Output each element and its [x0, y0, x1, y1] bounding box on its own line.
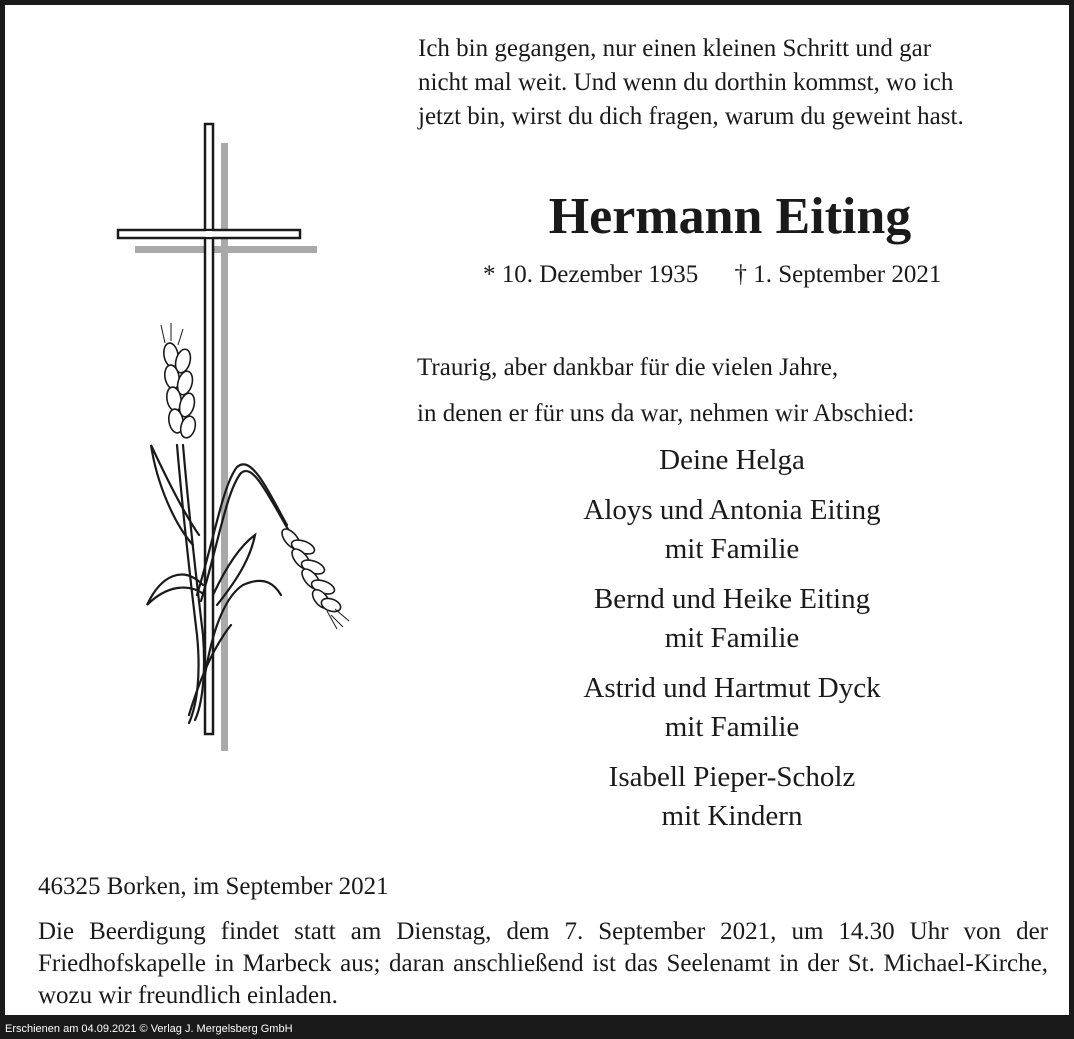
mourner-entry: [425, 669, 1039, 747]
mourner-name: Isabell Pieper-Scholz: [608, 761, 856, 793]
mourner-family: mit Familie: [664, 622, 800, 654]
mourner-family: mit Familie: [664, 711, 800, 743]
mourners-list: [425, 441, 1039, 847]
mourner-name: Astrid und Hartmut Dyck: [583, 672, 881, 704]
publication-footer: Erschienen am 04.09.2021 © Verlag J. Mergelsberg GmbH: [0, 1020, 1074, 1039]
place-and-date: 46325 Borken, im September 2021: [38, 873, 389, 900]
birth-date: * 10. Dezember 1935: [483, 261, 699, 288]
mourner-entry: [425, 758, 1039, 836]
mourner-family: mit Familie: [664, 533, 800, 565]
farewell-intro: [417, 345, 1057, 437]
mourner-family: mit Kindern: [661, 800, 803, 832]
mourner-entry: [425, 491, 1039, 569]
motto-line: nicht mal weit. Und wenn du dorthin kommst, wo ich: [418, 69, 954, 96]
death-date: † 1. September 2021: [734, 261, 942, 288]
intro-line: Traurig, aber dankbar für die vielen Jahre,: [417, 354, 839, 381]
mourner-name: Deine Helga: [659, 444, 805, 476]
motto-line: Ich bin gegangen, nur einen kleinen Schritt und gar: [418, 35, 932, 62]
cross-with-wheat-icon: [105, 115, 365, 765]
motto-quote: [418, 32, 1048, 134]
mourner-entry: [425, 580, 1039, 658]
life-dates: [483, 259, 1003, 291]
deceased-name: Hermann Eiting: [548, 188, 912, 245]
mourner-name: Aloys und Antonia Eiting: [583, 494, 881, 526]
mourner-entry: [425, 441, 1039, 480]
funeral-details: Die Beerdigung findet statt am Dienstag, dem 7. September 2021, um 14.30 Uhr von der Friedhofskapelle in Marbeck aus; daran anschließend ist das Seelenamt in der St. Michael-Kirche, wozu wir freundlich einladen.: [38, 918, 1048, 1009]
intro-line: in denen er für uns da war, nehmen wir Abschied:: [417, 400, 915, 427]
mourner-name: Bernd und Heike Eiting: [593, 583, 871, 615]
motto-line: jetzt bin, wirst du dich fragen, warum du geweint hast.: [418, 103, 964, 130]
